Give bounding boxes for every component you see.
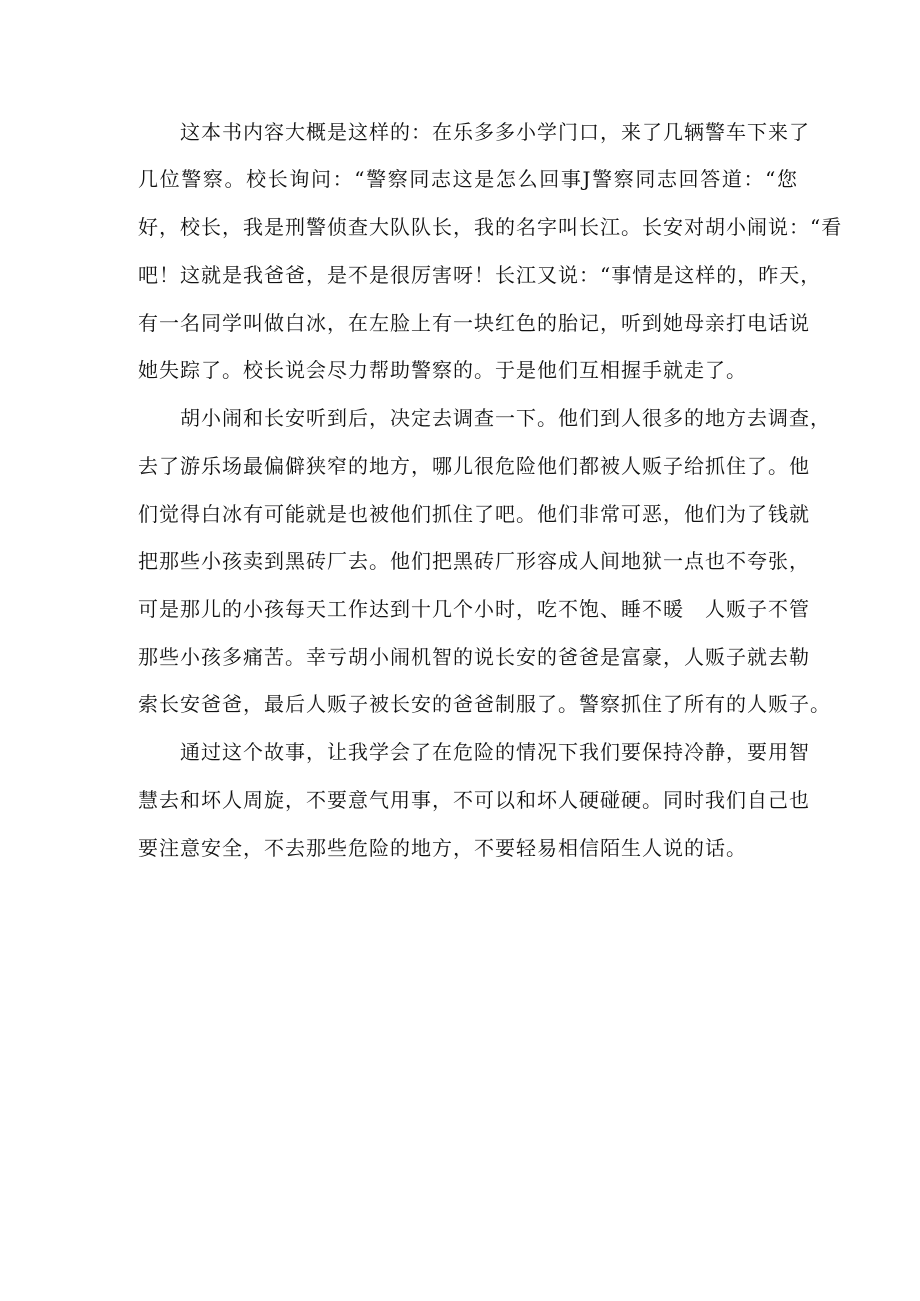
- paragraph-2-line-4: 把那些小孩卖到黑砖厂去。他们把黑砖厂形容成人间地狱一点也不夸张，: [138, 549, 810, 573]
- paragraph-1-line-2: 几位警察。校长询问：“警察同志这是怎么回事J警察同志回答道：“您: [138, 167, 798, 191]
- paragraph-2-line-7: 索长安爸爸，最后人贩子被长安的爸爸制服了。警察抓住了所有的人贩子。: [138, 692, 831, 716]
- paragraph-1-line-3: 好，校长，我是刑警侦查大队队长，我的名字叫长江。长安对胡小闹说：“看: [138, 215, 843, 239]
- paragraph-2-line-1: 胡小闹和长安听到后，决定去调查一下。他们到人很多的地方去调查，: [180, 406, 831, 430]
- paragraph-1-line-1: 这本书内容大概是这样的：在乐多多小学门口，来了几辆警车下来了: [180, 120, 810, 144]
- paragraph-1-line-6: 她失踪了。校长说会尽力帮助警察的。于是他们互相握手就走了。: [138, 358, 747, 382]
- paragraph-1-line-4: 吧！这就是我爸爸，是不是很厉害呀！长江又说：“事情是这样的，昨天，: [138, 263, 822, 287]
- paragraph-2-line-2: 去了游乐场最偏僻狭窄的地方，哪儿很危险他们都被人贩子给抓住了。他: [138, 454, 810, 478]
- paragraph-3-line-3: 要注意安全，不去那些危险的地方，不要轻易相信陌生人说的话。: [138, 836, 747, 860]
- paragraph-1-line-5: 有一名同学叫做白冰，在左脸上有一块红色的胎记，听到她母亲打电话说: [138, 311, 810, 335]
- paragraph-2-line-6: 那些小孩多痛苦。幸亏胡小闹机智的说长安的爸爸是富豪，人贩子就去勒: [138, 645, 810, 669]
- paragraph-3-line-1: 通过这个故事，让我学会了在危险的情况下我们要保持冷静，要用智: [180, 740, 810, 764]
- paragraph-2-line-3: 们觉得白冰有可能就是也被他们抓住了吧。他们非常可恶，他们为了钱就: [138, 502, 810, 526]
- paragraph-3-line-2: 慧去和坏人周旋，不要意气用事，不可以和坏人硬碰硬。同时我们自己也: [138, 788, 810, 812]
- paragraph-2-line-5: 可是那儿的小孩每天工作达到十几个小时，吃不饱、睡不暖 人贩子不管: [138, 597, 810, 621]
